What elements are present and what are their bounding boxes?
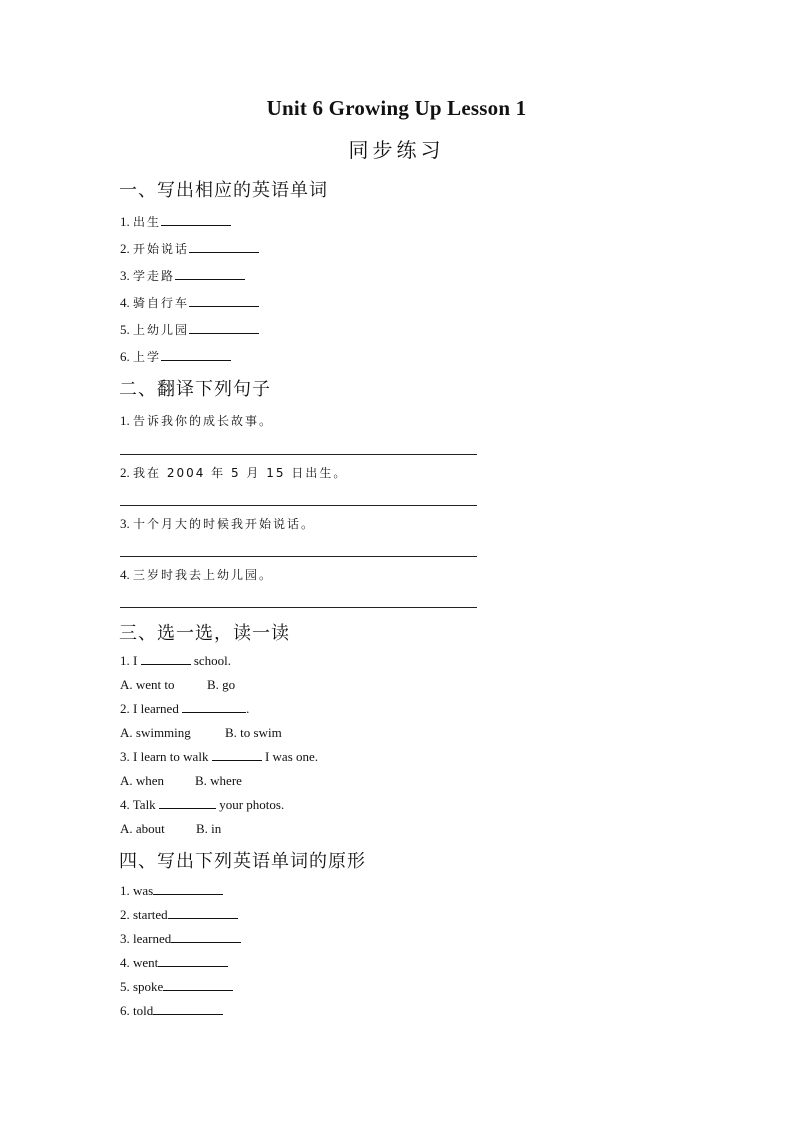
option-b[interactable]: B. where bbox=[195, 773, 242, 788]
item-word: 4. went bbox=[120, 955, 159, 970]
item-number: 4. bbox=[120, 295, 130, 310]
answer-blank[interactable] bbox=[189, 251, 259, 253]
question-options bbox=[120, 821, 222, 837]
section2-item bbox=[120, 412, 273, 429]
item-text: 我在 2004 年 5 月 15 日出生。 bbox=[133, 466, 348, 480]
answer-line[interactable] bbox=[120, 556, 477, 557]
answer-blank[interactable] bbox=[189, 332, 259, 334]
item-number: 3. bbox=[120, 516, 130, 531]
question-stem: 4. Talk your photos. bbox=[120, 797, 285, 812]
item-word: 1. was bbox=[120, 883, 154, 898]
item-text: 十个月大的时候我开始说话。 bbox=[133, 517, 316, 531]
answer-blank[interactable] bbox=[163, 989, 233, 991]
section4-item bbox=[120, 955, 228, 971]
section2-item bbox=[120, 464, 347, 481]
item-number: 4. bbox=[120, 567, 130, 582]
question-options bbox=[120, 773, 242, 789]
answer-line[interactable] bbox=[120, 607, 477, 608]
answer-blank[interactable] bbox=[171, 941, 241, 943]
page-subtitle: 同步练习 bbox=[348, 138, 445, 162]
section1-item bbox=[120, 240, 259, 257]
section2-heading: 二、翻译下列句子 bbox=[119, 379, 271, 400]
answer-blank[interactable] bbox=[159, 807, 216, 809]
item-word: 3. learned bbox=[120, 931, 172, 946]
item-word: 6. told bbox=[120, 1003, 154, 1018]
section4-item bbox=[120, 907, 238, 923]
item-number: 5. bbox=[120, 322, 130, 337]
item-number: 3. bbox=[120, 268, 130, 283]
option-a[interactable]: A. went to bbox=[120, 677, 175, 692]
answer-blank[interactable] bbox=[189, 305, 259, 307]
answer-blank[interactable] bbox=[153, 1013, 223, 1015]
item-number: 1. bbox=[120, 214, 130, 229]
item-number: 1. bbox=[120, 413, 130, 428]
option-a[interactable]: A. when bbox=[120, 773, 165, 788]
answer-blank[interactable] bbox=[158, 965, 228, 967]
item-word: 5. spoke bbox=[120, 979, 164, 994]
item-word: 2. started bbox=[120, 907, 168, 922]
section1-item bbox=[120, 348, 231, 365]
question-options bbox=[120, 725, 282, 741]
answer-blank[interactable] bbox=[212, 759, 262, 761]
section2-item bbox=[120, 515, 315, 532]
section4-item bbox=[120, 883, 223, 899]
option-b[interactable]: B. go bbox=[207, 677, 236, 692]
question-stem: 2. I learned . bbox=[120, 701, 250, 716]
section3-heading: 三、选一选，读一读 bbox=[119, 623, 290, 644]
answer-line[interactable] bbox=[120, 505, 477, 506]
section1-heading: 一、写出相应的英语单词 bbox=[119, 180, 328, 201]
item-text: 骑自行车 bbox=[133, 296, 190, 310]
option-b[interactable]: B. in bbox=[196, 821, 222, 836]
section4-item bbox=[120, 979, 233, 995]
item-text: 三岁时我去上幼儿园。 bbox=[133, 568, 274, 582]
item-text: 学走路 bbox=[133, 269, 176, 283]
item-text: 开始说话 bbox=[133, 242, 190, 256]
item-text: 上学 bbox=[133, 350, 162, 364]
answer-blank[interactable] bbox=[161, 359, 231, 361]
answer-blank[interactable] bbox=[153, 893, 223, 895]
item-number: 6. bbox=[120, 349, 130, 364]
question-stem: 3. I learn to walk I was one. bbox=[120, 749, 319, 764]
answer-blank[interactable] bbox=[182, 711, 246, 713]
answer-line[interactable] bbox=[120, 454, 477, 455]
section2-item bbox=[120, 566, 273, 583]
option-a[interactable]: A. swimming bbox=[120, 725, 191, 740]
item-text: 上幼儿园 bbox=[133, 323, 190, 337]
option-a[interactable]: A. about bbox=[120, 821, 165, 836]
question-options bbox=[120, 677, 236, 693]
section1-item bbox=[120, 213, 231, 230]
answer-blank[interactable] bbox=[175, 278, 245, 280]
answer-blank[interactable] bbox=[168, 917, 238, 919]
item-number: 2. bbox=[120, 241, 130, 256]
section4-heading: 四、写出下列英语单词的原形 bbox=[119, 851, 366, 872]
page-title: Unit 6 Growing Up Lesson 1 bbox=[266, 96, 527, 120]
section1-item bbox=[120, 294, 259, 311]
section1-item bbox=[120, 321, 259, 338]
answer-blank[interactable] bbox=[141, 663, 191, 665]
option-b[interactable]: B. to swim bbox=[225, 725, 282, 740]
item-text: 告诉我你的成长故事。 bbox=[133, 414, 274, 428]
section1-item bbox=[120, 267, 245, 284]
item-number: 2. bbox=[120, 465, 130, 480]
question-stem: 1. I school. bbox=[120, 653, 232, 668]
section4-item bbox=[120, 1003, 223, 1019]
item-text: 出生 bbox=[133, 215, 162, 229]
answer-blank[interactable] bbox=[161, 224, 231, 226]
section4-item bbox=[120, 931, 241, 947]
